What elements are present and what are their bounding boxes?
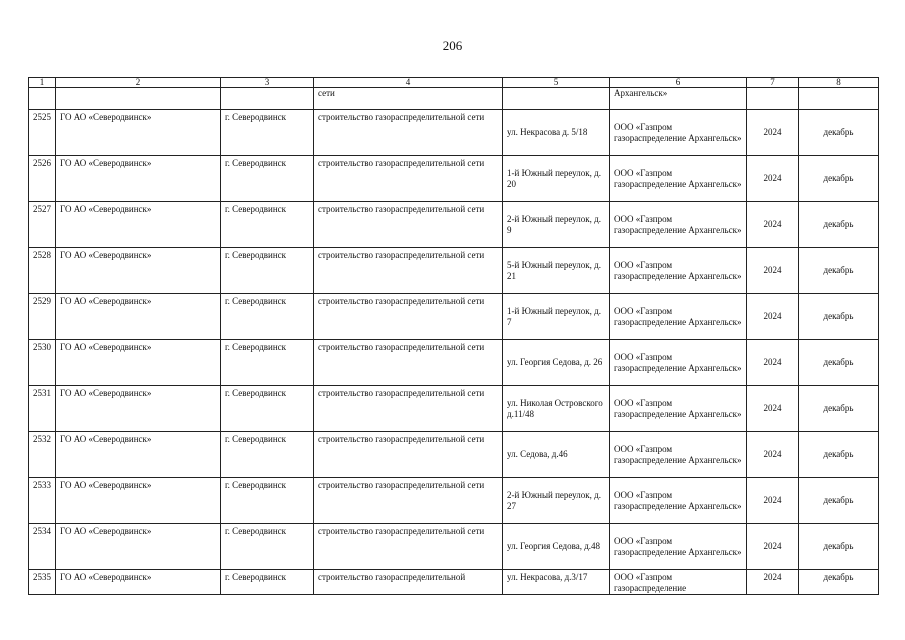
- table-row: [29, 524, 879, 570]
- cell-num: [29, 88, 56, 110]
- cell-year: 2024: [747, 570, 799, 595]
- cell-district: ГО АО «Северодвинск»: [56, 156, 221, 202]
- cell-month: декабрь: [799, 432, 879, 478]
- cell-org: ООО «Газпром газораспределение Архангельск»: [610, 202, 747, 248]
- col-header-7: 7: [747, 78, 799, 88]
- col-header-4: 4: [314, 78, 503, 88]
- cell-work: сети: [314, 88, 503, 110]
- col-header-2: 2: [56, 78, 221, 88]
- gasification-table: [28, 77, 879, 595]
- cell-work: строительство газораспределительной сети: [314, 478, 503, 524]
- cell-org: ООО «Газпром газораспределение Архангельск»: [610, 524, 747, 570]
- cell-year: 2024: [747, 432, 799, 478]
- table-row: [29, 432, 879, 478]
- cell-month: декабрь: [799, 110, 879, 156]
- cell-org: ООО «Газпром газораспределение Архангельск»: [610, 110, 747, 156]
- cell-district: ГО АО «Северодвинск»: [56, 294, 221, 340]
- cell-month: декабрь: [799, 386, 879, 432]
- cell-city: [221, 88, 314, 110]
- cell-year: 2024: [747, 478, 799, 524]
- cell-city: г. Северодвинск: [221, 478, 314, 524]
- cell-year: 2024: [747, 110, 799, 156]
- cell-city: г. Северодвинск: [221, 202, 314, 248]
- cell-district: [56, 88, 221, 110]
- cell-district: ГО АО «Северодвинск»: [56, 478, 221, 524]
- cell-work: строительство газораспределительной сети: [314, 248, 503, 294]
- cell-address: [503, 88, 610, 110]
- cell-num: 2527: [29, 202, 56, 248]
- column-number-header: [29, 78, 879, 88]
- cell-work: строительство газораспределительной сети: [314, 524, 503, 570]
- cell-num: 2529: [29, 294, 56, 340]
- cell-address: ул. Седова, д.46: [503, 432, 610, 478]
- cell-month: декабрь: [799, 156, 879, 202]
- cell-year: 2024: [747, 340, 799, 386]
- cell-num: 2533: [29, 478, 56, 524]
- continuation-row: [29, 88, 879, 110]
- table-row: [29, 294, 879, 340]
- cell-work: строительство газораспределительной сети: [314, 432, 503, 478]
- cell-year: 2024: [747, 386, 799, 432]
- cell-year: 2024: [747, 524, 799, 570]
- cell-num: 2535: [29, 570, 56, 595]
- cell-org: ООО «Газпром газораспределение Архангельск»: [610, 478, 747, 524]
- table-row: [29, 478, 879, 524]
- cell-month: декабрь: [799, 524, 879, 570]
- col-header-5: 5: [503, 78, 610, 88]
- cell-address: 1-й Южный переулок, д. 20: [503, 156, 610, 202]
- cell-month: декабрь: [799, 570, 879, 595]
- cell-month: [799, 88, 879, 110]
- cell-address: 2-й Южный переулок, д. 27: [503, 478, 610, 524]
- cell-num: 2532: [29, 432, 56, 478]
- cell-year: 2024: [747, 248, 799, 294]
- cell-num: 2526: [29, 156, 56, 202]
- cell-year: 2024: [747, 294, 799, 340]
- cell-num: 2525: [29, 110, 56, 156]
- cell-district: ГО АО «Северодвинск»: [56, 340, 221, 386]
- cell-work: строительство газораспределительной сети: [314, 110, 503, 156]
- cell-org: Архангельск»: [610, 88, 747, 110]
- cell-city: г. Северодвинск: [221, 524, 314, 570]
- table-row: [29, 202, 879, 248]
- cell-address: ул. Некрасова, д.3/17: [503, 570, 610, 595]
- cell-num: 2528: [29, 248, 56, 294]
- cell-district: ГО АО «Северодвинск»: [56, 432, 221, 478]
- cell-num: 2534: [29, 524, 56, 570]
- cell-work: строительство газораспределительной сети: [314, 156, 503, 202]
- table-row: [29, 340, 879, 386]
- cell-address: 2-й Южный переулок, д. 9: [503, 202, 610, 248]
- cell-work: строительство газораспределительной сети: [314, 340, 503, 386]
- cell-district: ГО АО «Северодвинск»: [56, 386, 221, 432]
- table-row: [29, 248, 879, 294]
- cell-org: ООО «Газпром газораспределение Архангельск»: [610, 340, 747, 386]
- cell-address: ул. Георгия Седова, д. 26: [503, 340, 610, 386]
- cell-org: ООО «Газпром газораспределение Архангельск»: [610, 386, 747, 432]
- cell-work: строительство газораспределительной сети: [314, 294, 503, 340]
- col-header-1: 1: [29, 78, 56, 88]
- cell-month: декабрь: [799, 294, 879, 340]
- cell-org: ООО «Газпром газораспределение: [610, 570, 747, 595]
- cell-month: декабрь: [799, 478, 879, 524]
- cell-month: декабрь: [799, 340, 879, 386]
- cell-city: г. Северодвинск: [221, 110, 314, 156]
- cell-address: ул. Некрасова д. 5/18: [503, 110, 610, 156]
- cell-num: 2531: [29, 386, 56, 432]
- cell-district: ГО АО «Северодвинск»: [56, 110, 221, 156]
- cell-city: г. Северодвинск: [221, 248, 314, 294]
- cell-city: г. Северодвинск: [221, 156, 314, 202]
- table-row: [29, 386, 879, 432]
- col-header-3: 3: [221, 78, 314, 88]
- cell-district: ГО АО «Северодвинск»: [56, 248, 221, 294]
- col-header-8: 8: [799, 78, 879, 88]
- cell-month: декабрь: [799, 202, 879, 248]
- cell-org: ООО «Газпром газораспределение Архангельск»: [610, 294, 747, 340]
- page-number: 206: [442, 38, 463, 53]
- cell-district: ГО АО «Северодвинск»: [56, 570, 221, 595]
- cell-year: 2024: [747, 202, 799, 248]
- cell-address: 1-й Южный переулок, д. 7: [503, 294, 610, 340]
- cell-district: ГО АО «Северодвинск»: [56, 202, 221, 248]
- cell-address: 5-й Южный переулок, д. 21: [503, 248, 610, 294]
- cell-district: ГО АО «Северодвинск»: [56, 524, 221, 570]
- cell-city: г. Северодвинск: [221, 294, 314, 340]
- table-row: [29, 110, 879, 156]
- cell-year: [747, 88, 799, 110]
- cell-month: декабрь: [799, 248, 879, 294]
- cell-org: ООО «Газпром газораспределение Архангельск»: [610, 248, 747, 294]
- cell-org: ООО «Газпром газораспределение Архангельск»: [610, 432, 747, 478]
- cell-address: ул. Николая Островского д.11/48: [503, 386, 610, 432]
- cell-city: г. Северодвинск: [221, 570, 314, 595]
- cell-work: строительство газораспределительной сети: [314, 202, 503, 248]
- cell-city: г. Северодвинск: [221, 432, 314, 478]
- cell-address: ул. Георгия Седова, д.48: [503, 524, 610, 570]
- cell-org: ООО «Газпром газораспределение Архангельск»: [610, 156, 747, 202]
- cell-work: строительство газораспределительной сети: [314, 386, 503, 432]
- cell-city: г. Северодвинск: [221, 386, 314, 432]
- cell-year: 2024: [747, 156, 799, 202]
- table-row: [29, 570, 879, 595]
- cell-num: 2530: [29, 340, 56, 386]
- cell-work: строительство газораспределительной: [314, 570, 503, 595]
- cell-city: г. Северодвинск: [221, 340, 314, 386]
- table-row: [29, 156, 879, 202]
- col-header-6: 6: [610, 78, 747, 88]
